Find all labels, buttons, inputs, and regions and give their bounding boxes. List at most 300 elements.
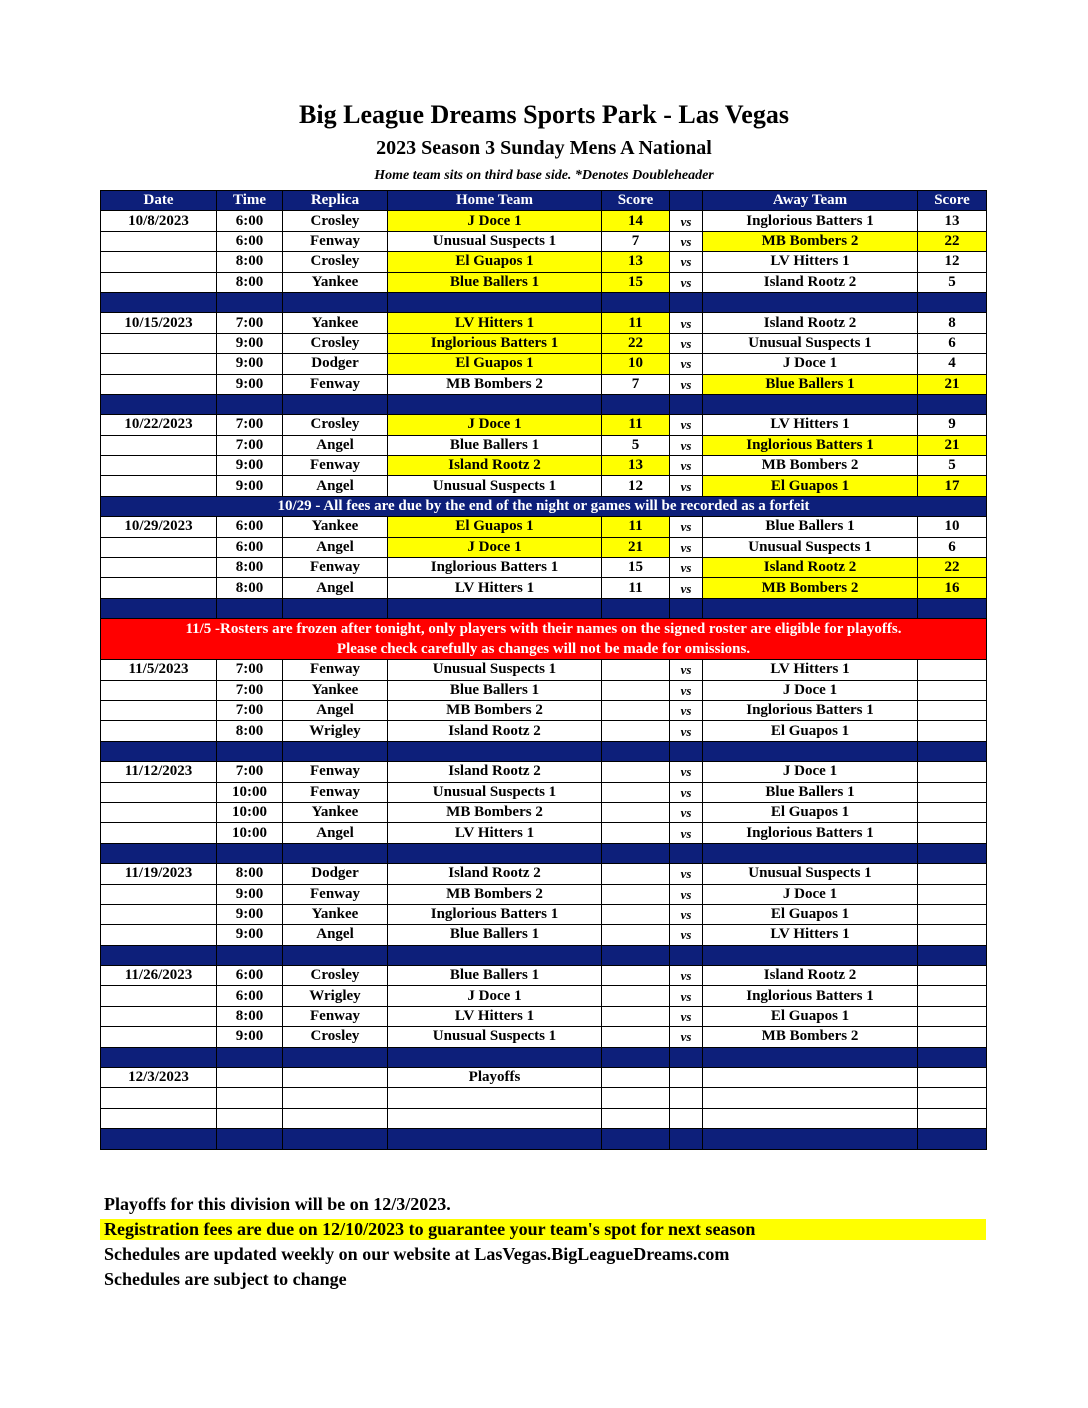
time-cell: 9:00 bbox=[217, 904, 283, 924]
home-team-cell: Inglorious Batters 1 bbox=[388, 558, 602, 578]
away-team-cell: LV Hitters 1 bbox=[703, 252, 918, 272]
away-team-cell: El Guapos 1 bbox=[703, 721, 918, 741]
date-cell bbox=[101, 823, 217, 843]
time-cell: 7:00 bbox=[217, 415, 283, 435]
week-separator-row bbox=[101, 843, 987, 863]
home-score-cell bbox=[602, 762, 670, 782]
away-score-cell: 16 bbox=[918, 578, 987, 598]
time-cell: 8:00 bbox=[217, 864, 283, 884]
home-score-cell bbox=[602, 1027, 670, 1047]
away-score-cell: 21 bbox=[918, 374, 987, 394]
separator-cell bbox=[602, 1129, 670, 1149]
away-team-cell: El Guapos 1 bbox=[703, 476, 918, 496]
replica-cell: Yankee bbox=[283, 517, 388, 537]
date-cell bbox=[101, 700, 217, 720]
home-score-cell: 13 bbox=[602, 252, 670, 272]
date-cell: 12/3/2023 bbox=[101, 1068, 217, 1088]
separator-cell bbox=[283, 292, 388, 312]
date-cell bbox=[101, 476, 217, 496]
separator-cell bbox=[101, 394, 217, 414]
game-row bbox=[101, 537, 987, 557]
home-team-cell: Island Rootz 2 bbox=[388, 864, 602, 884]
vs-cell: vs bbox=[670, 558, 703, 578]
home-team-cell: Blue Ballers 1 bbox=[388, 966, 602, 986]
away-score-cell: 22 bbox=[918, 231, 987, 251]
separator-cell bbox=[918, 292, 987, 312]
separator-cell bbox=[217, 394, 283, 414]
separator-cell bbox=[670, 945, 703, 965]
replica-cell: Angel bbox=[283, 700, 388, 720]
separator-cell bbox=[670, 1047, 703, 1067]
vs-cell: vs bbox=[670, 762, 703, 782]
date-cell bbox=[101, 1027, 217, 1047]
home-score-cell: 15 bbox=[602, 558, 670, 578]
separator-cell bbox=[388, 292, 602, 312]
separator-cell bbox=[283, 945, 388, 965]
home-score-cell: 15 bbox=[602, 272, 670, 292]
home-team-cell: J Doce 1 bbox=[388, 415, 602, 435]
away-team-cell bbox=[703, 1088, 918, 1108]
time-cell: 9:00 bbox=[217, 456, 283, 476]
game-row bbox=[101, 1088, 987, 1108]
date-cell bbox=[101, 435, 217, 455]
home-score-cell: 21 bbox=[602, 537, 670, 557]
vs-cell: vs bbox=[670, 313, 703, 333]
home-score-cell: 22 bbox=[602, 333, 670, 353]
game-row bbox=[101, 1006, 987, 1026]
home-team-cell bbox=[388, 1108, 602, 1128]
separator-cell bbox=[918, 945, 987, 965]
game-row bbox=[101, 435, 987, 455]
away-score-cell: 10 bbox=[918, 517, 987, 537]
away-score-cell: 21 bbox=[918, 435, 987, 455]
game-row bbox=[101, 680, 987, 700]
home-team-cell: Unusual Suspects 1 bbox=[388, 476, 602, 496]
game-row bbox=[101, 986, 987, 1006]
replica-cell: Crosley bbox=[283, 252, 388, 272]
footer-playoffs-note: Playoffs for this division will be on 12/3/2023. bbox=[104, 1194, 451, 1214]
game-row bbox=[101, 374, 987, 394]
replica-cell: Crosley bbox=[283, 211, 388, 231]
away-score-cell bbox=[918, 721, 987, 741]
home-team-cell: MB Bombers 2 bbox=[388, 884, 602, 904]
time-cell: 9:00 bbox=[217, 884, 283, 904]
notice-text: 10/29 - All fees are due by the end of the night or games will be recorded as a forfeit bbox=[277, 498, 810, 515]
date-cell bbox=[101, 1108, 217, 1128]
replica-cell: Crosley bbox=[283, 333, 388, 353]
replica-cell: Yankee bbox=[283, 904, 388, 924]
game-row bbox=[101, 1068, 987, 1088]
separator-cell bbox=[918, 1129, 987, 1149]
game-row bbox=[101, 333, 987, 353]
away-team-cell: Inglorious Batters 1 bbox=[703, 700, 918, 720]
home-team-cell: J Doce 1 bbox=[388, 986, 602, 1006]
away-score-cell bbox=[918, 823, 987, 843]
time-cell bbox=[217, 1088, 283, 1108]
replica-cell: Angel bbox=[283, 435, 388, 455]
home-score-cell bbox=[602, 721, 670, 741]
away-team-cell: J Doce 1 bbox=[703, 762, 918, 782]
separator-cell bbox=[388, 1129, 602, 1149]
date-cell bbox=[101, 884, 217, 904]
home-team-cell: LV Hitters 1 bbox=[388, 1006, 602, 1026]
col-header-date: Date bbox=[101, 191, 217, 211]
game-row bbox=[101, 660, 987, 680]
replica-cell: Angel bbox=[283, 823, 388, 843]
away-team-cell bbox=[703, 1108, 918, 1128]
col-header-vs bbox=[670, 191, 703, 211]
vs-cell: vs bbox=[670, 231, 703, 251]
game-row bbox=[101, 904, 987, 924]
home-team-cell bbox=[388, 1088, 602, 1108]
date-cell bbox=[101, 558, 217, 578]
replica-cell: Fenway bbox=[283, 782, 388, 802]
away-score-cell bbox=[918, 904, 987, 924]
vs-cell bbox=[670, 1088, 703, 1108]
separator-cell bbox=[388, 741, 602, 761]
game-row bbox=[101, 1108, 987, 1128]
separator-cell bbox=[703, 394, 918, 414]
away-score-cell bbox=[918, 1088, 987, 1108]
date-cell: 11/12/2023 bbox=[101, 762, 217, 782]
separator-cell bbox=[703, 741, 918, 761]
date-cell bbox=[101, 925, 217, 945]
time-cell: 8:00 bbox=[217, 252, 283, 272]
game-row bbox=[101, 456, 987, 476]
col-header-home-score: Score bbox=[602, 191, 670, 211]
replica-cell: Fenway bbox=[283, 1006, 388, 1026]
separator-cell bbox=[101, 843, 217, 863]
separator-cell bbox=[670, 741, 703, 761]
away-score-cell: 6 bbox=[918, 537, 987, 557]
replica-cell: Wrigley bbox=[283, 721, 388, 741]
home-team-cell: MB Bombers 2 bbox=[388, 802, 602, 822]
game-row bbox=[101, 272, 987, 292]
separator-cell bbox=[217, 945, 283, 965]
col-header-time: Time bbox=[217, 191, 283, 211]
week-separator-row bbox=[101, 1129, 987, 1149]
away-score-cell: 17 bbox=[918, 476, 987, 496]
home-score-cell bbox=[602, 1006, 670, 1026]
separator-cell bbox=[283, 741, 388, 761]
game-row bbox=[101, 354, 987, 374]
game-row bbox=[101, 802, 987, 822]
fees-notice bbox=[101, 496, 987, 516]
separator-cell bbox=[283, 1047, 388, 1067]
home-score-cell: 12 bbox=[602, 476, 670, 496]
home-team-cell: J Doce 1 bbox=[388, 537, 602, 557]
replica-cell bbox=[283, 1068, 388, 1088]
col-header-home-team: Home Team bbox=[388, 191, 602, 211]
time-cell: 9:00 bbox=[217, 354, 283, 374]
col-header-away-score: Score bbox=[918, 191, 987, 211]
date-cell bbox=[101, 904, 217, 924]
separator-cell bbox=[388, 598, 602, 618]
vs-cell: vs bbox=[670, 782, 703, 802]
home-team-cell: Inglorious Batters 1 bbox=[388, 904, 602, 924]
week-separator-row bbox=[101, 741, 987, 761]
home-score-cell bbox=[602, 782, 670, 802]
away-score-cell: 13 bbox=[918, 211, 987, 231]
home-score-cell bbox=[602, 823, 670, 843]
replica-cell: Fenway bbox=[283, 762, 388, 782]
time-cell: 6:00 bbox=[217, 986, 283, 1006]
away-team-cell: J Doce 1 bbox=[703, 354, 918, 374]
home-score-cell: 10 bbox=[602, 354, 670, 374]
away-team-cell: LV Hitters 1 bbox=[703, 660, 918, 680]
home-score-cell: 7 bbox=[602, 231, 670, 251]
vs-cell: vs bbox=[670, 884, 703, 904]
home-score-cell: 11 bbox=[602, 415, 670, 435]
separator-cell bbox=[703, 945, 918, 965]
home-team-cell: Island Rootz 2 bbox=[388, 721, 602, 741]
vs-cell: vs bbox=[670, 680, 703, 700]
separator-cell bbox=[918, 741, 987, 761]
time-cell: 10:00 bbox=[217, 782, 283, 802]
home-team-cell: J Doce 1 bbox=[388, 211, 602, 231]
col-header-away-team: Away Team bbox=[703, 191, 918, 211]
home-team-cell: Unusual Suspects 1 bbox=[388, 1027, 602, 1047]
home-team-cell: Island Rootz 2 bbox=[388, 762, 602, 782]
vs-cell: vs bbox=[670, 721, 703, 741]
vs-cell: vs bbox=[670, 966, 703, 986]
home-team-cell: El Guapos 1 bbox=[388, 517, 602, 537]
game-row bbox=[101, 1027, 987, 1047]
home-team-cell: Inglorious Batters 1 bbox=[388, 333, 602, 353]
replica-cell: Yankee bbox=[283, 680, 388, 700]
fees-notice-row bbox=[101, 496, 987, 516]
separator-cell bbox=[703, 292, 918, 312]
time-cell: 7:00 bbox=[217, 313, 283, 333]
week-separator-row bbox=[101, 598, 987, 618]
game-row bbox=[101, 823, 987, 843]
home-score-cell bbox=[602, 680, 670, 700]
separator-cell bbox=[703, 843, 918, 863]
away-score-cell bbox=[918, 680, 987, 700]
separator-cell bbox=[217, 292, 283, 312]
schedule-table bbox=[100, 190, 987, 1150]
away-team-cell bbox=[703, 1068, 918, 1088]
home-score-cell: 11 bbox=[602, 517, 670, 537]
replica-cell: Fenway bbox=[283, 884, 388, 904]
game-row bbox=[101, 231, 987, 251]
date-cell: 11/19/2023 bbox=[101, 864, 217, 884]
game-row bbox=[101, 313, 987, 333]
away-team-cell: Blue Ballers 1 bbox=[703, 782, 918, 802]
time-cell: 9:00 bbox=[217, 925, 283, 945]
game-row bbox=[101, 864, 987, 884]
date-cell bbox=[101, 721, 217, 741]
home-team-cell: Playoffs bbox=[388, 1068, 602, 1088]
vs-cell: vs bbox=[670, 476, 703, 496]
vs-cell: vs bbox=[670, 904, 703, 924]
game-row bbox=[101, 925, 987, 945]
away-score-cell: 5 bbox=[918, 456, 987, 476]
separator-cell bbox=[602, 394, 670, 414]
roster-freeze-notice bbox=[101, 619, 987, 660]
separator-cell bbox=[602, 741, 670, 761]
home-score-cell bbox=[602, 700, 670, 720]
home-team-cell: Blue Ballers 1 bbox=[388, 925, 602, 945]
replica-cell: Crosley bbox=[283, 1027, 388, 1047]
home-score-cell: 11 bbox=[602, 313, 670, 333]
vs-cell: vs bbox=[670, 354, 703, 374]
vs-cell: vs bbox=[670, 1006, 703, 1026]
away-team-cell: Island Rootz 2 bbox=[703, 558, 918, 578]
home-score-cell bbox=[602, 1088, 670, 1108]
replica-cell: Fenway bbox=[283, 231, 388, 251]
home-score-cell bbox=[602, 884, 670, 904]
separator-cell bbox=[217, 598, 283, 618]
date-cell bbox=[101, 1006, 217, 1026]
home-score-cell: 13 bbox=[602, 456, 670, 476]
home-score-cell bbox=[602, 660, 670, 680]
vs-cell: vs bbox=[670, 374, 703, 394]
time-cell: 9:00 bbox=[217, 476, 283, 496]
away-team-cell: Unusual Suspects 1 bbox=[703, 864, 918, 884]
home-score-cell bbox=[602, 986, 670, 1006]
away-score-cell bbox=[918, 660, 987, 680]
away-team-cell: LV Hitters 1 bbox=[703, 925, 918, 945]
home-team-cell: LV Hitters 1 bbox=[388, 578, 602, 598]
time-cell: 8:00 bbox=[217, 1006, 283, 1026]
separator-cell bbox=[101, 598, 217, 618]
vs-cell: vs bbox=[670, 415, 703, 435]
separator-cell bbox=[283, 1129, 388, 1149]
schedule-body bbox=[101, 191, 987, 1150]
time-cell: 8:00 bbox=[217, 721, 283, 741]
date-cell bbox=[101, 374, 217, 394]
vs-cell: vs bbox=[670, 252, 703, 272]
separator-cell bbox=[217, 1129, 283, 1149]
vs-cell: vs bbox=[670, 333, 703, 353]
replica-cell: Yankee bbox=[283, 313, 388, 333]
away-team-cell: Island Rootz 2 bbox=[703, 272, 918, 292]
separator-cell bbox=[670, 292, 703, 312]
away-score-cell: 8 bbox=[918, 313, 987, 333]
home-team-cell: Unusual Suspects 1 bbox=[388, 782, 602, 802]
vs-cell: vs bbox=[670, 537, 703, 557]
vs-cell: vs bbox=[670, 1027, 703, 1047]
home-team-cell: Blue Ballers 1 bbox=[388, 680, 602, 700]
away-score-cell bbox=[918, 1068, 987, 1088]
separator-cell bbox=[918, 1047, 987, 1067]
separator-cell bbox=[602, 598, 670, 618]
replica-cell: Fenway bbox=[283, 456, 388, 476]
home-team-cell: MB Bombers 2 bbox=[388, 700, 602, 720]
away-team-cell: MB Bombers 2 bbox=[703, 456, 918, 476]
roster-freeze-notice-row bbox=[101, 619, 987, 660]
separator-cell bbox=[283, 394, 388, 414]
separator-cell bbox=[703, 598, 918, 618]
replica-cell: Yankee bbox=[283, 272, 388, 292]
home-score-cell: 11 bbox=[602, 578, 670, 598]
away-team-cell: Blue Ballers 1 bbox=[703, 517, 918, 537]
vs-cell: vs bbox=[670, 864, 703, 884]
away-team-cell: Blue Ballers 1 bbox=[703, 374, 918, 394]
game-row bbox=[101, 558, 987, 578]
home-score-cell bbox=[602, 864, 670, 884]
replica-cell: Wrigley bbox=[283, 986, 388, 1006]
home-score-cell: 7 bbox=[602, 374, 670, 394]
separator-cell bbox=[703, 1129, 918, 1149]
separator-cell bbox=[670, 394, 703, 414]
separator-cell bbox=[283, 598, 388, 618]
date-cell bbox=[101, 986, 217, 1006]
home-team-cell: Unusual Suspects 1 bbox=[388, 231, 602, 251]
separator-cell bbox=[388, 1047, 602, 1067]
home-team-cell: LV Hitters 1 bbox=[388, 823, 602, 843]
away-team-cell: Unusual Suspects 1 bbox=[703, 333, 918, 353]
home-score-cell: 14 bbox=[602, 211, 670, 231]
time-cell: 9:00 bbox=[217, 374, 283, 394]
replica-cell bbox=[283, 1108, 388, 1128]
date-cell: 11/5/2023 bbox=[101, 660, 217, 680]
game-row bbox=[101, 700, 987, 720]
away-team-cell: Inglorious Batters 1 bbox=[703, 211, 918, 231]
separator-cell bbox=[918, 394, 987, 414]
away-team-cell: LV Hitters 1 bbox=[703, 415, 918, 435]
away-team-cell: El Guapos 1 bbox=[703, 1006, 918, 1026]
game-row bbox=[101, 476, 987, 496]
vs-cell: vs bbox=[670, 823, 703, 843]
time-cell: 8:00 bbox=[217, 558, 283, 578]
replica-cell: Dodger bbox=[283, 354, 388, 374]
footer-change-note: Schedules are subject to change bbox=[104, 1269, 347, 1289]
separator-cell bbox=[101, 1047, 217, 1067]
away-team-cell: El Guapos 1 bbox=[703, 904, 918, 924]
notice-text: 11/5 -Rosters are frozen after tonight, only players with their names on the signed roster are eligible for playoffs. bbox=[185, 621, 902, 638]
away-score-cell bbox=[918, 762, 987, 782]
home-team-cell: Blue Ballers 1 bbox=[388, 435, 602, 455]
away-team-cell: Unusual Suspects 1 bbox=[703, 537, 918, 557]
time-cell: 7:00 bbox=[217, 435, 283, 455]
vs-cell: vs bbox=[670, 802, 703, 822]
time-cell: 7:00 bbox=[217, 680, 283, 700]
replica-cell: Fenway bbox=[283, 374, 388, 394]
home-score-cell bbox=[602, 1068, 670, 1088]
time-cell: 8:00 bbox=[217, 578, 283, 598]
separator-cell bbox=[283, 843, 388, 863]
date-cell: 10/8/2023 bbox=[101, 211, 217, 231]
away-score-cell: 9 bbox=[918, 415, 987, 435]
vs-cell bbox=[670, 1068, 703, 1088]
away-score-cell bbox=[918, 884, 987, 904]
replica-cell: Angel bbox=[283, 925, 388, 945]
date-cell bbox=[101, 252, 217, 272]
replica-cell: Crosley bbox=[283, 415, 388, 435]
date-cell: 10/29/2023 bbox=[101, 517, 217, 537]
away-team-cell: El Guapos 1 bbox=[703, 802, 918, 822]
replica-cell bbox=[283, 1088, 388, 1108]
date-cell bbox=[101, 456, 217, 476]
home-score-cell bbox=[602, 802, 670, 822]
away-score-cell bbox=[918, 1006, 987, 1026]
date-cell bbox=[101, 272, 217, 292]
time-cell: 10:00 bbox=[217, 802, 283, 822]
vs-cell: vs bbox=[670, 456, 703, 476]
separator-cell bbox=[602, 945, 670, 965]
home-score-cell bbox=[602, 925, 670, 945]
game-row bbox=[101, 782, 987, 802]
separator-cell bbox=[388, 945, 602, 965]
away-score-cell bbox=[918, 802, 987, 822]
time-cell: 6:00 bbox=[217, 231, 283, 251]
vs-cell bbox=[670, 1108, 703, 1128]
time-cell: 6:00 bbox=[217, 211, 283, 231]
away-score-cell bbox=[918, 700, 987, 720]
home-team-cell: El Guapos 1 bbox=[388, 354, 602, 374]
